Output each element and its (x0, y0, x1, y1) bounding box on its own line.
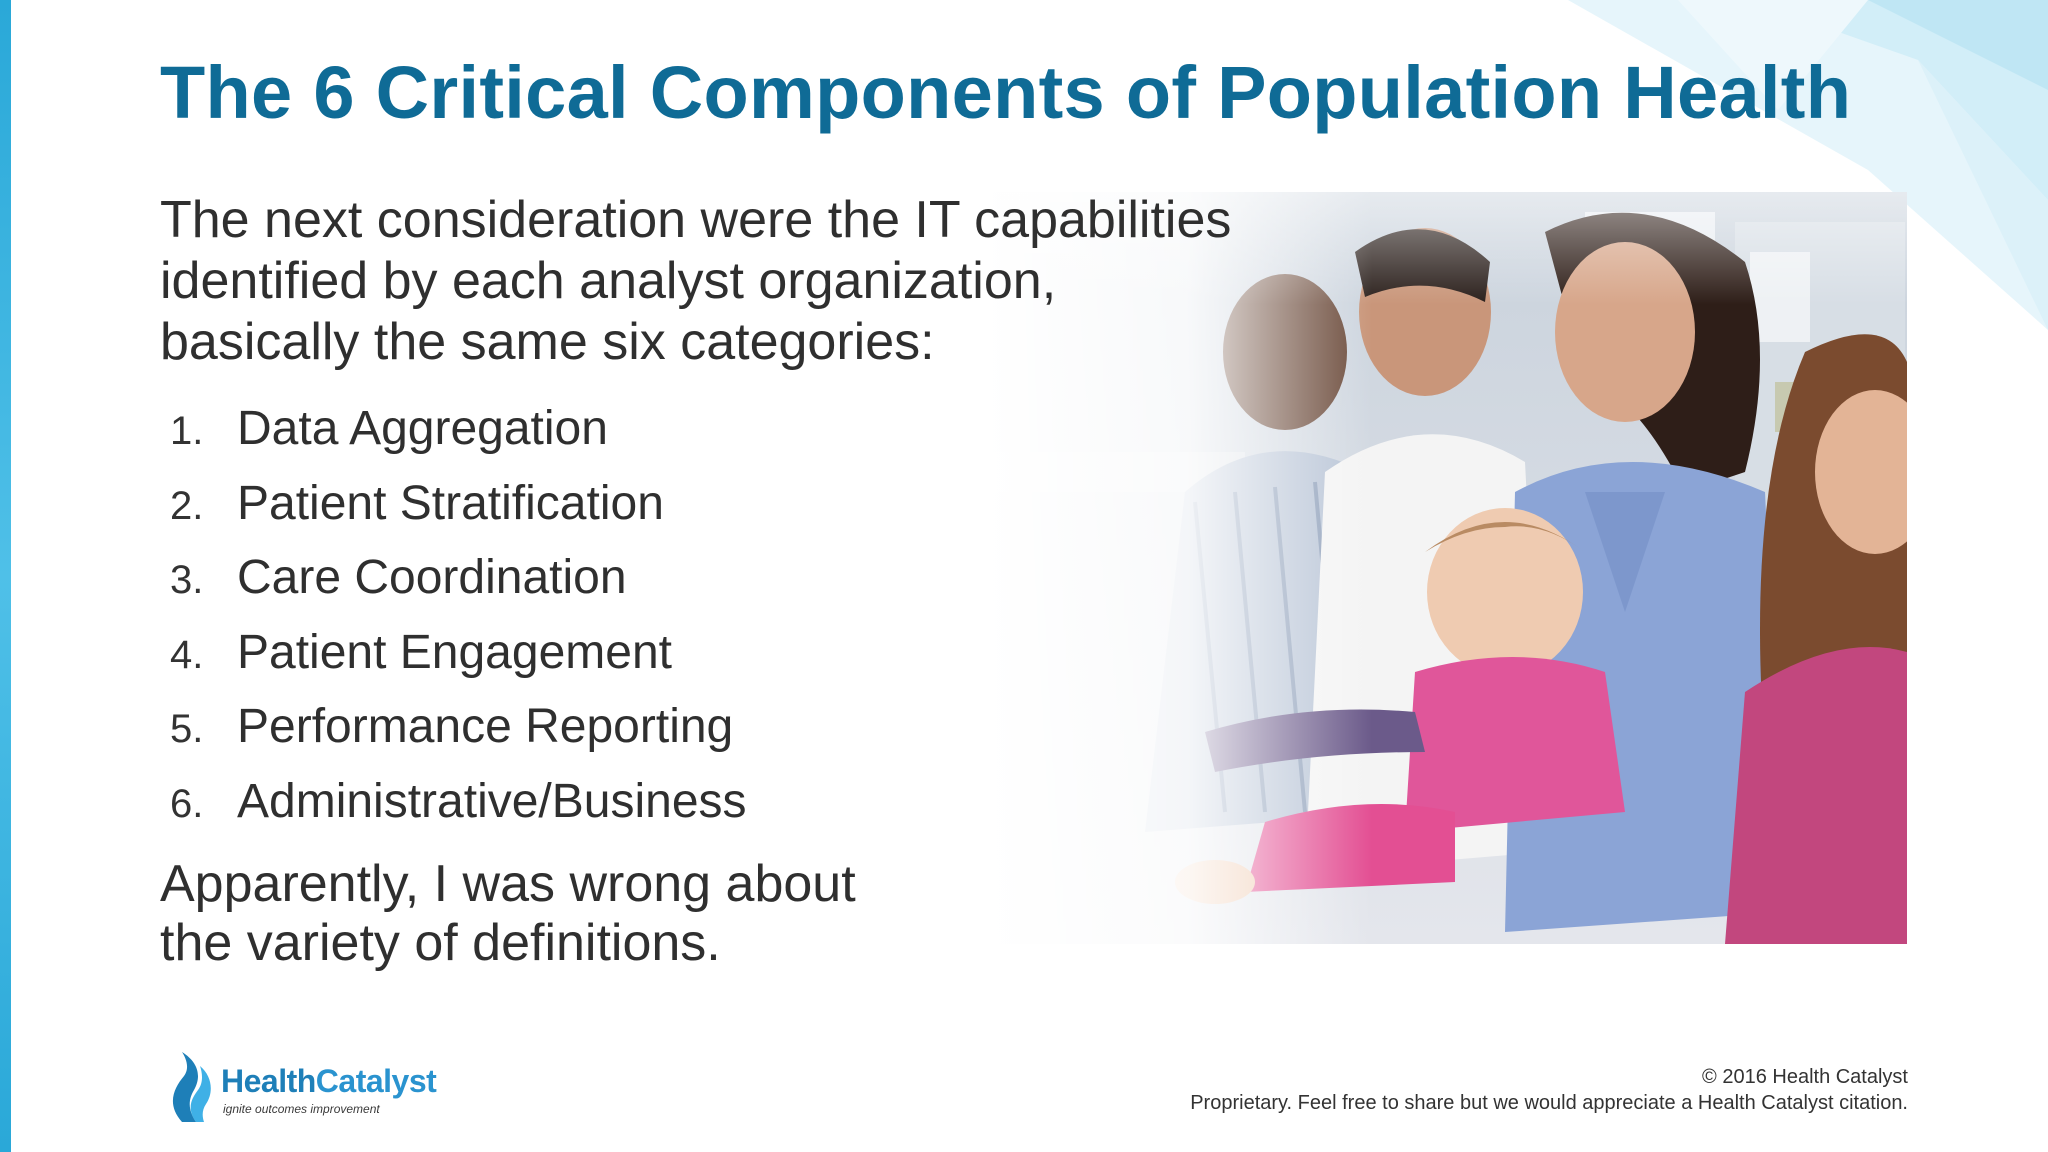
left-accent-bar (0, 0, 11, 1152)
item-number: 2. (170, 483, 204, 528)
item-number: 3. (170, 558, 204, 602)
closing-line: Apparently, I was wrong about (160, 855, 856, 913)
component-item (170, 616, 747, 691)
logo-tagline: ignite outcomes improvement (223, 1102, 380, 1116)
item-label: Patient Engagement (237, 625, 672, 679)
item-label: Care Coordination (237, 551, 627, 604)
logo-word-health: Health (221, 1063, 316, 1099)
component-item (170, 392, 747, 467)
health-catalyst-logo (168, 1052, 468, 1124)
item-label: Patient Stratification (237, 476, 664, 530)
item-number: 6. (170, 781, 204, 826)
logo-word-catalyst: Catalyst (315, 1063, 437, 1099)
closing-paragraph (160, 855, 856, 973)
item-number: 4. (170, 632, 204, 677)
flame-logo-icon (168, 1052, 212, 1124)
copyright-notice (1190, 1064, 1908, 1116)
copyright-line: © 2016 Health Catalyst (1702, 1066, 1908, 1088)
slide-title: The 6 Critical Components of Population Health (160, 51, 1852, 134)
item-number: 1. (170, 409, 204, 453)
citation-line: Proprietary. Feel free to share but we would appreciate a Health Catalyst citation. (1190, 1092, 1908, 1114)
logo-wordmark (221, 1063, 436, 1100)
component-item (170, 765, 747, 840)
intro-line: The next consideration were the IT capabilities (160, 191, 1232, 249)
component-item (170, 541, 747, 616)
closing-line: the variety of definitions. (160, 914, 721, 972)
intro-paragraph (160, 190, 1310, 373)
components-list (170, 392, 747, 839)
item-label: Administrative/Business (237, 774, 747, 828)
intro-line: identified by each analyst organization, (160, 252, 1057, 310)
item-label: Data Aggregation (237, 402, 608, 455)
component-item (170, 467, 747, 542)
component-item (170, 690, 747, 765)
item-label: Performance Reporting (237, 700, 734, 753)
intro-line: basically the same six categories: (160, 313, 935, 371)
item-number: 5. (170, 707, 204, 751)
